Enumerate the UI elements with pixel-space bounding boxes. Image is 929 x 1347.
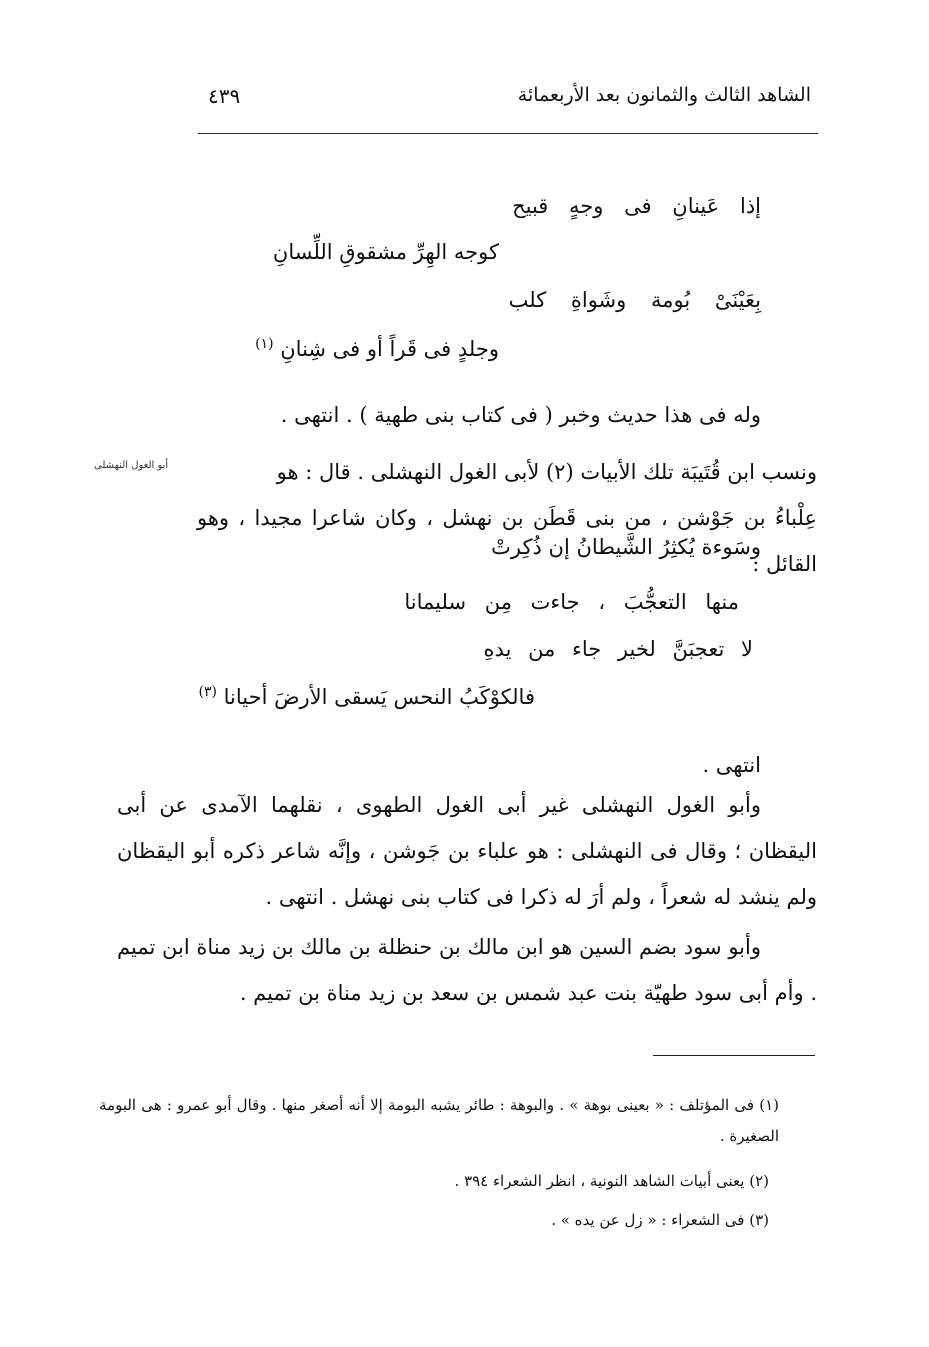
footnote-3: (٣) فى الشعراء : « زل عن يده » .: [551, 1211, 769, 1229]
paragraph-5: وأبو سود بضم السين هو ابن مالك بن حنظلة بن مالك بن زيد مناة ابن تميم . وأم أبى سود طهيّة بنت عبد شمس بن سعد بن زيد مناة بن تميم .: [117, 935, 817, 1005]
header-rule: [198, 133, 818, 134]
paragraph-1: وله فى هذا حديث وخبر ( فى كتاب بنى طهية ) . انتهى .: [280, 403, 761, 427]
verse-5: وسَوءة يُكثِرُ الشَّيطانُ إن ذُكِرتْ: [491, 535, 761, 559]
verse-4-text: وجلدٍ فى قَراً أو فى شِنانِ: [280, 337, 499, 361]
margin-note: أبو الغول النهشلى: [94, 460, 169, 471]
verse-8-text: فالكوْكَبُ النحس يَسقى الأرضَ أحيانا: [223, 685, 535, 709]
verse-1: إذا عَينانِ فى وجهٍ قبيح: [512, 194, 761, 218]
page-number: ٤٣٩: [208, 84, 241, 108]
verse-7: لا تعجبَنَّ لخير جاء من يدهِ: [483, 637, 753, 661]
footnote-ref-3: (٣): [198, 684, 217, 700]
paragraph-4: وأبو الغول النهشلى غير أبى الغول الطهوى ، نقلهما الآمدى عن أبى اليقظان ؛ وقال فى النهشلى : هو علباء بن جَوشن ، وإنَّه شاعر ذكره أبو اليقظان ولم ينشد له شعراً ، ولم أرَ له ذكرا فى كتاب بنى نهشل . انتهى .: [117, 793, 817, 909]
paragraph-3: انتهى .: [702, 753, 761, 777]
footnote-1: (١) فى المؤتلف : « بعينى بوهة » . والبوهة : طائر يشبه البومة إلا أنه أصغر منها . وقال أبو عمرو : هى البومة الصغيرة .: [99, 1096, 779, 1145]
footnote-ref-1: (١): [255, 336, 274, 352]
verse-8: [199, 684, 536, 709]
paragraph-2: [197, 449, 817, 587]
verse-3: بِعَيْنَىْ بُومة وشَواةِ كلب: [508, 288, 761, 312]
running-title: الشاهد الثالث والثمانون بعد الأربعمائة: [517, 84, 811, 106]
paragraph-2-line-2: عِلْباءُ بن جَوْشن ، من بنى قَطَن بن نهشل ، وكان شاعرا مجيدا ، وهو القائل :: [197, 506, 817, 576]
verse-2: كوجه الهِرِّ مشقوقِ اللِّسانِ: [272, 240, 499, 264]
paragraph-2-line-1: ونسب ابن قُتَيبَة تلك الأبيات (٢) لأبى الغول النهشلى . قال : هو: [276, 460, 817, 484]
footnote-rule: [653, 1055, 815, 1056]
verse-4: [255, 336, 499, 361]
verse-6: منها التعجُّبَ ، جاءت مِن سليمانا: [404, 590, 739, 614]
footnote-2: (٢) يعنى أبيات الشاهد النونية ، انظر الشعراء ٣٩٤ .: [454, 1172, 769, 1190]
